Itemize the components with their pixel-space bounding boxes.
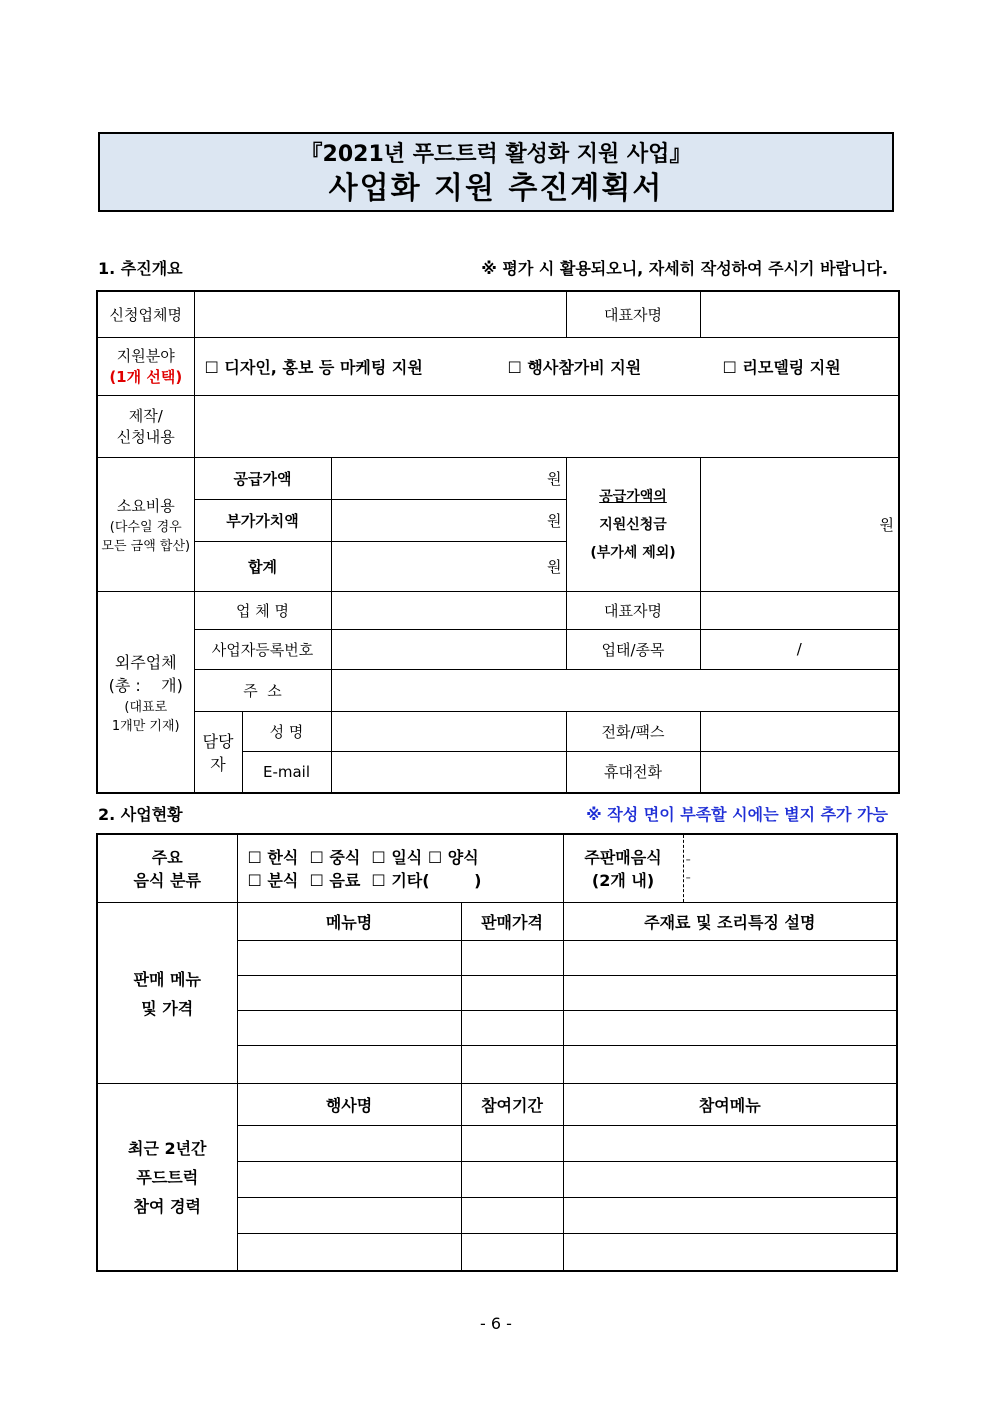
- biztype-input[interactable]: /: [700, 629, 899, 669]
- address-label: 주 소: [194, 669, 331, 711]
- content-input[interactable]: [194, 395, 899, 457]
- menu-header-name: 메뉴명: [237, 902, 461, 940]
- food-label-cell: [97, 834, 237, 902]
- outsource-sub-2: 1개만 기재): [111, 718, 180, 734]
- section1-heading: 1. 추진개요: [98, 259, 183, 278]
- main-food-input[interactable]: [683, 834, 897, 902]
- menu-label-cell: [97, 902, 237, 1083]
- grant-input[interactable]: [700, 457, 899, 591]
- exp-label-3: 참여 경력: [133, 1197, 201, 1217]
- total-unit: 원: [547, 557, 562, 576]
- main-food-2[interactable]: -: [685, 868, 691, 887]
- content-label-1: 제작/: [128, 407, 163, 425]
- exp-cell[interactable]: [237, 1125, 461, 1161]
- menu-cell[interactable]: [237, 1010, 461, 1045]
- phone-fax-label: 전화/팩스: [566, 711, 700, 751]
- ceo-input[interactable]: [700, 291, 899, 337]
- grant-label-1: 공급가액의: [599, 489, 667, 505]
- main-food-label-cell: [563, 834, 683, 902]
- cost-label-cell: [97, 457, 194, 591]
- title-line2: 사업화 지원 추진계획서: [328, 171, 664, 206]
- cost-sub-2: 모든 금액 합산): [101, 538, 191, 554]
- exp-cell[interactable]: [461, 1197, 563, 1233]
- menu-cell[interactable]: [461, 940, 563, 975]
- menu-cell[interactable]: [563, 940, 897, 975]
- overview-table: [96, 290, 900, 794]
- reg-input[interactable]: [331, 629, 566, 669]
- name-input[interactable]: [331, 711, 566, 751]
- exp-label-2: 푸드트럭: [136, 1168, 199, 1188]
- option-remodeling[interactable]: ☐ 리모델링 지원: [722, 357, 841, 377]
- supply-label: 공급가액: [194, 457, 331, 499]
- applicant-label: 신청업체명: [97, 291, 194, 337]
- content-label-cell: [97, 395, 194, 457]
- exp-cell[interactable]: [563, 1233, 897, 1271]
- applicant-input[interactable]: [194, 291, 566, 337]
- cost-label: 소요비용: [116, 496, 175, 515]
- food-options-2[interactable]: ☐ 분식 ☐ 음료 ☐ 기타( ): [247, 871, 482, 891]
- menu-cell[interactable]: [563, 1010, 897, 1045]
- exp-cell[interactable]: [563, 1161, 897, 1197]
- field-label-cell: [97, 337, 194, 395]
- field-label: 지원분야: [116, 347, 175, 365]
- grant-label-2: 지원신청금: [599, 517, 667, 533]
- vat-input[interactable]: [331, 499, 566, 541]
- grant-unit: 원: [879, 515, 895, 534]
- supply-unit: 원: [547, 469, 562, 488]
- section1-note: ※ 평가 시 활용되오니, 자세히 작성하여 주시기 바랍니다.: [481, 259, 888, 278]
- menu-header-desc: 주재료 및 조리특징 설명: [563, 902, 897, 940]
- menu-cell[interactable]: [461, 1010, 563, 1045]
- field-sub-label: (1개 선택): [109, 368, 183, 386]
- email-input[interactable]: [331, 751, 566, 793]
- exp-cell[interactable]: [563, 1125, 897, 1161]
- outsource-label-cell: [97, 591, 194, 793]
- food-options-1[interactable]: ☐ 한식 ☐ 중식 ☐ 일식 ☐ 양식: [247, 848, 479, 868]
- main-food-label-2: (2개 내): [591, 871, 655, 891]
- title-box: [98, 132, 894, 212]
- menu-label-1: 판매 메뉴: [133, 969, 201, 989]
- company-ceo-input[interactable]: [700, 591, 899, 629]
- page-number: - 6 -: [480, 1314, 512, 1333]
- reg-label: 사업자등록번호: [194, 629, 331, 669]
- total-label: 합계: [194, 541, 331, 591]
- status-table: [96, 833, 898, 1272]
- exp-cell[interactable]: [563, 1197, 897, 1233]
- grant-label-cell: [566, 457, 700, 591]
- field-options-cell: [194, 337, 899, 395]
- main-food-1[interactable]: -: [685, 850, 691, 869]
- company-ceo-label: 대표자명: [566, 591, 700, 629]
- total-input[interactable]: [331, 541, 566, 591]
- menu-cell[interactable]: [461, 975, 563, 1010]
- menu-cell[interactable]: [237, 1045, 461, 1083]
- main-food-label-1: 주판매음식: [584, 848, 662, 868]
- exp-label-1: 최근 2년간: [127, 1139, 207, 1159]
- menu-cell[interactable]: [237, 940, 461, 975]
- food-options-cell: [237, 834, 563, 902]
- menu-cell[interactable]: [563, 1045, 897, 1083]
- outsource-count: (총 : 개): [108, 675, 183, 695]
- company-label: 업 체 명: [194, 591, 331, 629]
- company-input[interactable]: [331, 591, 566, 629]
- content-label-2: 신청내용: [116, 428, 175, 446]
- address-input[interactable]: [331, 669, 899, 711]
- section2-header: [98, 803, 894, 827]
- mobile-input[interactable]: [700, 751, 899, 793]
- food-label-1: 주요: [151, 848, 183, 868]
- exp-label-cell: [97, 1083, 237, 1271]
- exp-cell[interactable]: [461, 1125, 563, 1161]
- menu-cell[interactable]: [237, 975, 461, 1010]
- exp-cell[interactable]: [237, 1161, 461, 1197]
- vat-label: 부가가치액: [194, 499, 331, 541]
- supply-input[interactable]: [331, 457, 566, 499]
- exp-cell[interactable]: [237, 1233, 461, 1271]
- exp-header-menu: 참여메뉴: [563, 1083, 897, 1125]
- menu-label-2: 및 가격: [141, 998, 194, 1018]
- exp-cell[interactable]: [461, 1161, 563, 1197]
- manager-label-2: 자: [210, 754, 226, 774]
- title-line1: 『2021년 푸드트럭 활성화 지원 사업』: [300, 142, 692, 167]
- menu-header-price: 판매가격: [461, 902, 563, 940]
- phone-fax-input[interactable]: [700, 711, 899, 751]
- email-label: E-mail: [242, 751, 331, 793]
- option-event-fee[interactable]: ☐ 행사참가비 지원: [507, 357, 642, 377]
- manager-label-cell: [194, 711, 242, 793]
- ceo-label: 대표자명: [566, 291, 700, 337]
- exp-header-event: 행사명: [237, 1083, 461, 1125]
- section1-header: [98, 257, 894, 281]
- exp-cell[interactable]: [237, 1197, 461, 1233]
- biztype-label: 업태/종목: [566, 629, 700, 669]
- name-label: 성 명: [242, 711, 331, 751]
- section2-heading: 2. 사업현황: [98, 805, 183, 824]
- menu-cell[interactable]: [563, 975, 897, 1010]
- vat-unit: 원: [547, 511, 562, 530]
- grant-label-3: (부가세 제외): [590, 545, 676, 561]
- food-label-2: 음식 분류: [133, 871, 201, 891]
- exp-header-period: 참여기간: [461, 1083, 563, 1125]
- menu-cell[interactable]: [461, 1045, 563, 1083]
- manager-label-1: 담당: [202, 731, 234, 751]
- outsource-label: 외주업체: [114, 652, 177, 672]
- mobile-label: 휴대전화: [566, 751, 700, 793]
- option-marketing[interactable]: ☐ 디자인, 홍보 등 마케팅 지원: [204, 357, 423, 377]
- section2-note: ※ 작성 면이 부족할 시에는 별지 추가 가능: [586, 805, 888, 824]
- outsource-sub-1: (대표로: [124, 699, 168, 715]
- cost-sub-1: (다수일 경우: [109, 519, 182, 535]
- exp-cell[interactable]: [461, 1233, 563, 1271]
